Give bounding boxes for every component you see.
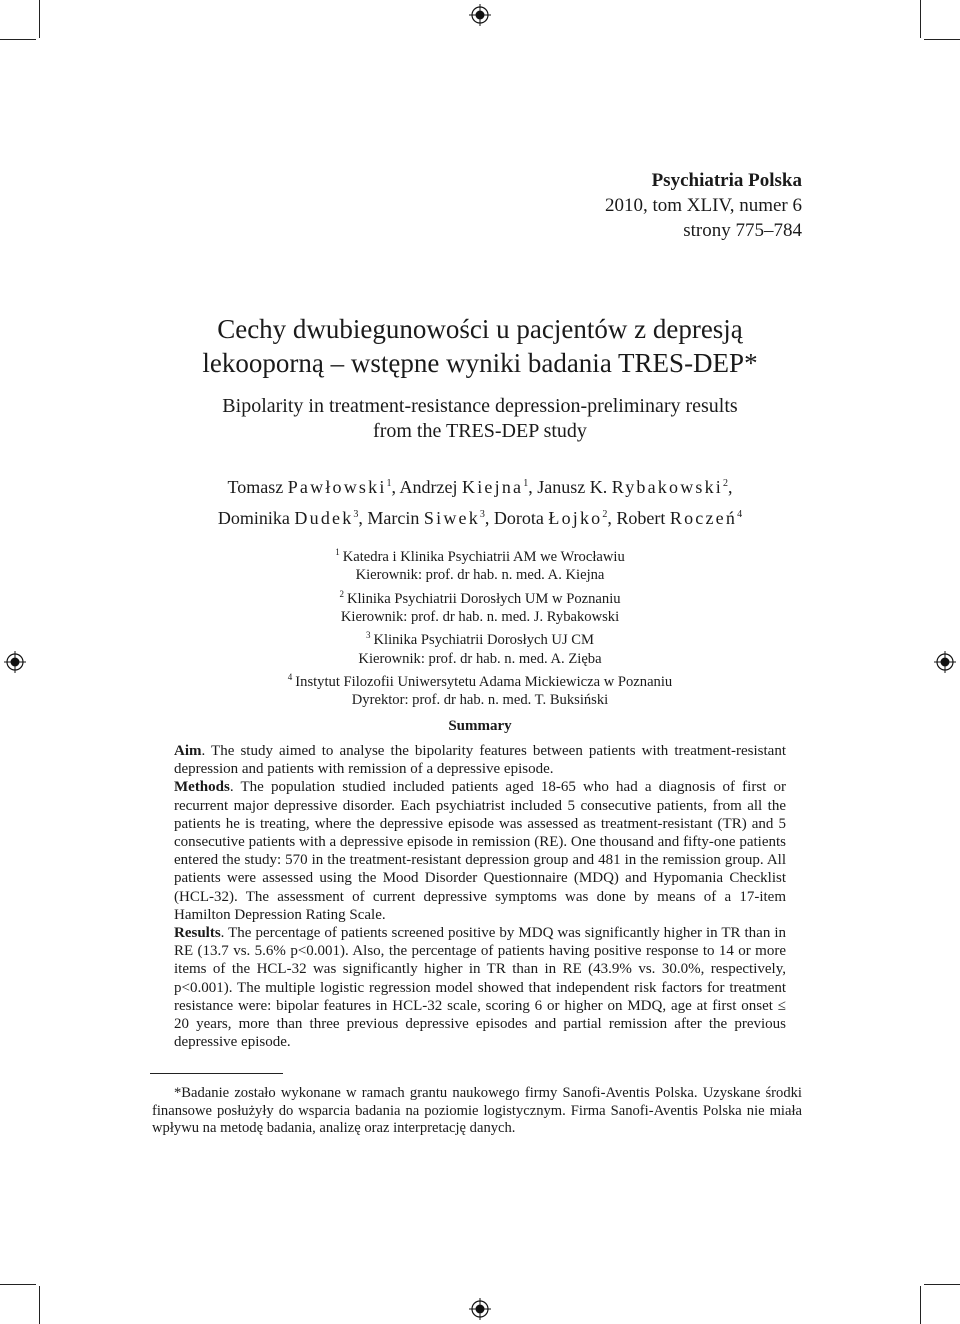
affiliation-number: 2 [339, 588, 344, 599]
author-first-name: Andrzej [399, 477, 458, 497]
title-pl-line-1: Cechy dwubiegunowości u pacjentów z depresją [217, 314, 743, 344]
author-last-name: Roczeń [669, 508, 738, 528]
title-en-line-1: Bipolarity in treatment-resistance depression-preliminary results [222, 395, 738, 417]
crop-mark-top-left-v [39, 0, 40, 38]
affiliation-list [0, 543, 960, 710]
author-last-name: Kiejna [462, 477, 524, 497]
title-en-line-2: from the TRES-DEP study [373, 420, 587, 442]
journal-volume: 2010, tom XLIV, numer 6 [604, 195, 802, 216]
summary-results [174, 924, 786, 1051]
author-affiliation-number: 4 [737, 509, 743, 520]
summary-heading: Summary [448, 718, 512, 734]
author-first-name: Dominika [217, 508, 290, 528]
title-pl-line-2: lekooporną – wstępne wyniki badania TRES-DEP* [202, 348, 758, 378]
affiliation-head: Kierownik: prof. dr hab. n. med. A. Zięba [358, 650, 602, 667]
affiliation-number: 1 [335, 547, 340, 557]
author-affiliation-number: 2 [602, 509, 608, 520]
author-line-2: Dominika Dudek$^3$, Marcin Siwek$^3$, Dorota Łojko$^2$, Robert Roczeń$^4$ [217, 508, 743, 528]
methods-text: . The population studied included patients aged 18-65 who had a diagnosis of first or recurrent major depressive disorder. Each psychiatrist included 5 consecutive patients, from all the patients he is treating, where the depressive episode was assessed as treatment-resistant (TR) and 5 consecutive patients with a depressive episode in remission (RE). One thousand and fifty-one patients entered the study: 570 in the treatment-resistant depression group and 481 in the remission group. All patients were assessed using the Mood Disorder Questionnaire (MDQ) and Hypomania Checklist (HCL-32). The assessment of current depressive symptoms was done by means of a 17-item Hamilton Depression Rating Scale. [174, 779, 786, 923]
footnote-divider [150, 1073, 283, 1074]
author-first-name: Janusz K. [537, 477, 608, 497]
affiliation-head: Dyrektor: prof. dr hab. n. med. T. Buksiński [351, 692, 609, 709]
article-title-english [0, 394, 960, 444]
affiliation-head: Kierownik: prof. dr hab. n. med. J. Rybakowski [340, 608, 620, 625]
author-affiliation-number: 1 [523, 478, 529, 489]
affiliation-name [0, 585, 960, 608]
affiliation-number: 4 [287, 672, 293, 683]
crop-mark-bottom-left-h [0, 1284, 36, 1285]
affiliation-text: Instytut Filozofii Uniwersytetu Adama Mickiewicza w Poznaniu [295, 673, 673, 690]
affiliation-text: Klinika Psychiatrii Dorosłych UJ CM [373, 632, 595, 649]
footnote [152, 1085, 802, 1138]
crop-mark-bottom-left-v [39, 1286, 40, 1324]
affiliation-name [0, 626, 960, 649]
affiliation-text: Katedra i Klinika Psychiatrii AM we Wrocławiu [342, 548, 625, 565]
author-line-1: Tomasz Pawłowski$^1$, Andrzej Kiejna$^1$, Janusz K. Rybakowski$^2$, [227, 477, 733, 497]
footnote-text: *Badanie zostało wykonane w ramach grantu naukowego firmy Sanofi-Aventis Polska. Uzyskane środki finansowe posłużyły do wsparcia badania na poziomie logistycznym. Firma Sanofi-Aventis Polska nie miała wpływu na metodę badania, analizę oraz interpretację danych. [152, 1085, 802, 1137]
affiliation-number: 3 [365, 630, 371, 641]
journal-header [605, 168, 802, 243]
journal-pages: strony 775–784 [683, 220, 802, 241]
aim-text: . The study aimed to analyse the bipolarity features between patients with treatment-resistant depression and patients with remission of a depressive episode. [174, 743, 786, 778]
affiliation-name [0, 543, 960, 566]
author-affiliation-number: 3 [353, 509, 359, 520]
results-text: . The percentage of patients screened positive by MDQ was significantly higher in TR than in RE (13.7 vs. 5.6% p<0.001). Also, the percentage of patients having positive response to 14 or more items of the HCL-32 was significantly higher in TR than in RE (43.9% vs. 30.0%, respectively, p<0.001). The multiple logistic regression model showed that independent risk factors for treatment resistance were: bipolar features in HCL-32 scale, scoring 6 or higher on MDQ, age at first onset ≤ 20 years, more than three previous depressive episodes and partial remission after the previous depressive episode. [174, 925, 786, 1051]
author-last-name: Pawłowski [287, 477, 387, 497]
author-first-name: Tomasz [227, 477, 284, 497]
author-list [0, 470, 960, 532]
summary-body [174, 742, 786, 1051]
affiliation-text: Klinika Psychiatrii Dorosłych UM w Poznaniu [346, 590, 621, 607]
author-last-name: Rybakowski [611, 477, 723, 497]
article-title-polish [0, 312, 960, 380]
methods-label: Methods [174, 779, 230, 796]
author-affiliation-number: 3 [479, 509, 485, 520]
author-first-name: Robert [616, 508, 666, 528]
crop-mark-top-right-v [920, 0, 921, 38]
aim-label: Aim [174, 743, 202, 759]
author-last-name: Siwek [423, 508, 480, 528]
journal-name: Psychiatria Polska [651, 170, 802, 191]
author-first-name: Dorota [493, 508, 544, 528]
results-label: Results [174, 925, 221, 942]
summary-aim [174, 742, 786, 778]
author-last-name: Dudek [294, 508, 354, 528]
affiliation-head: Kierownik: prof. dr hab. n. med. A. Kiejna [355, 567, 605, 584]
author-affiliation-number: 2 [723, 478, 728, 489]
crop-mark-top-right-h [924, 39, 960, 40]
registration-mark-icon [469, 4, 491, 26]
affiliation-name [0, 668, 960, 691]
author-first-name: Marcin [367, 508, 420, 528]
crop-mark-bottom-right-h [924, 1284, 960, 1285]
registration-mark-icon [469, 1298, 491, 1320]
summary-methods [174, 778, 786, 924]
author-affiliation-number: 1 [386, 478, 392, 489]
crop-mark-bottom-right-v [920, 1286, 921, 1324]
author-last-name: Łojko [548, 508, 603, 528]
crop-mark-top-left-h [0, 39, 36, 40]
